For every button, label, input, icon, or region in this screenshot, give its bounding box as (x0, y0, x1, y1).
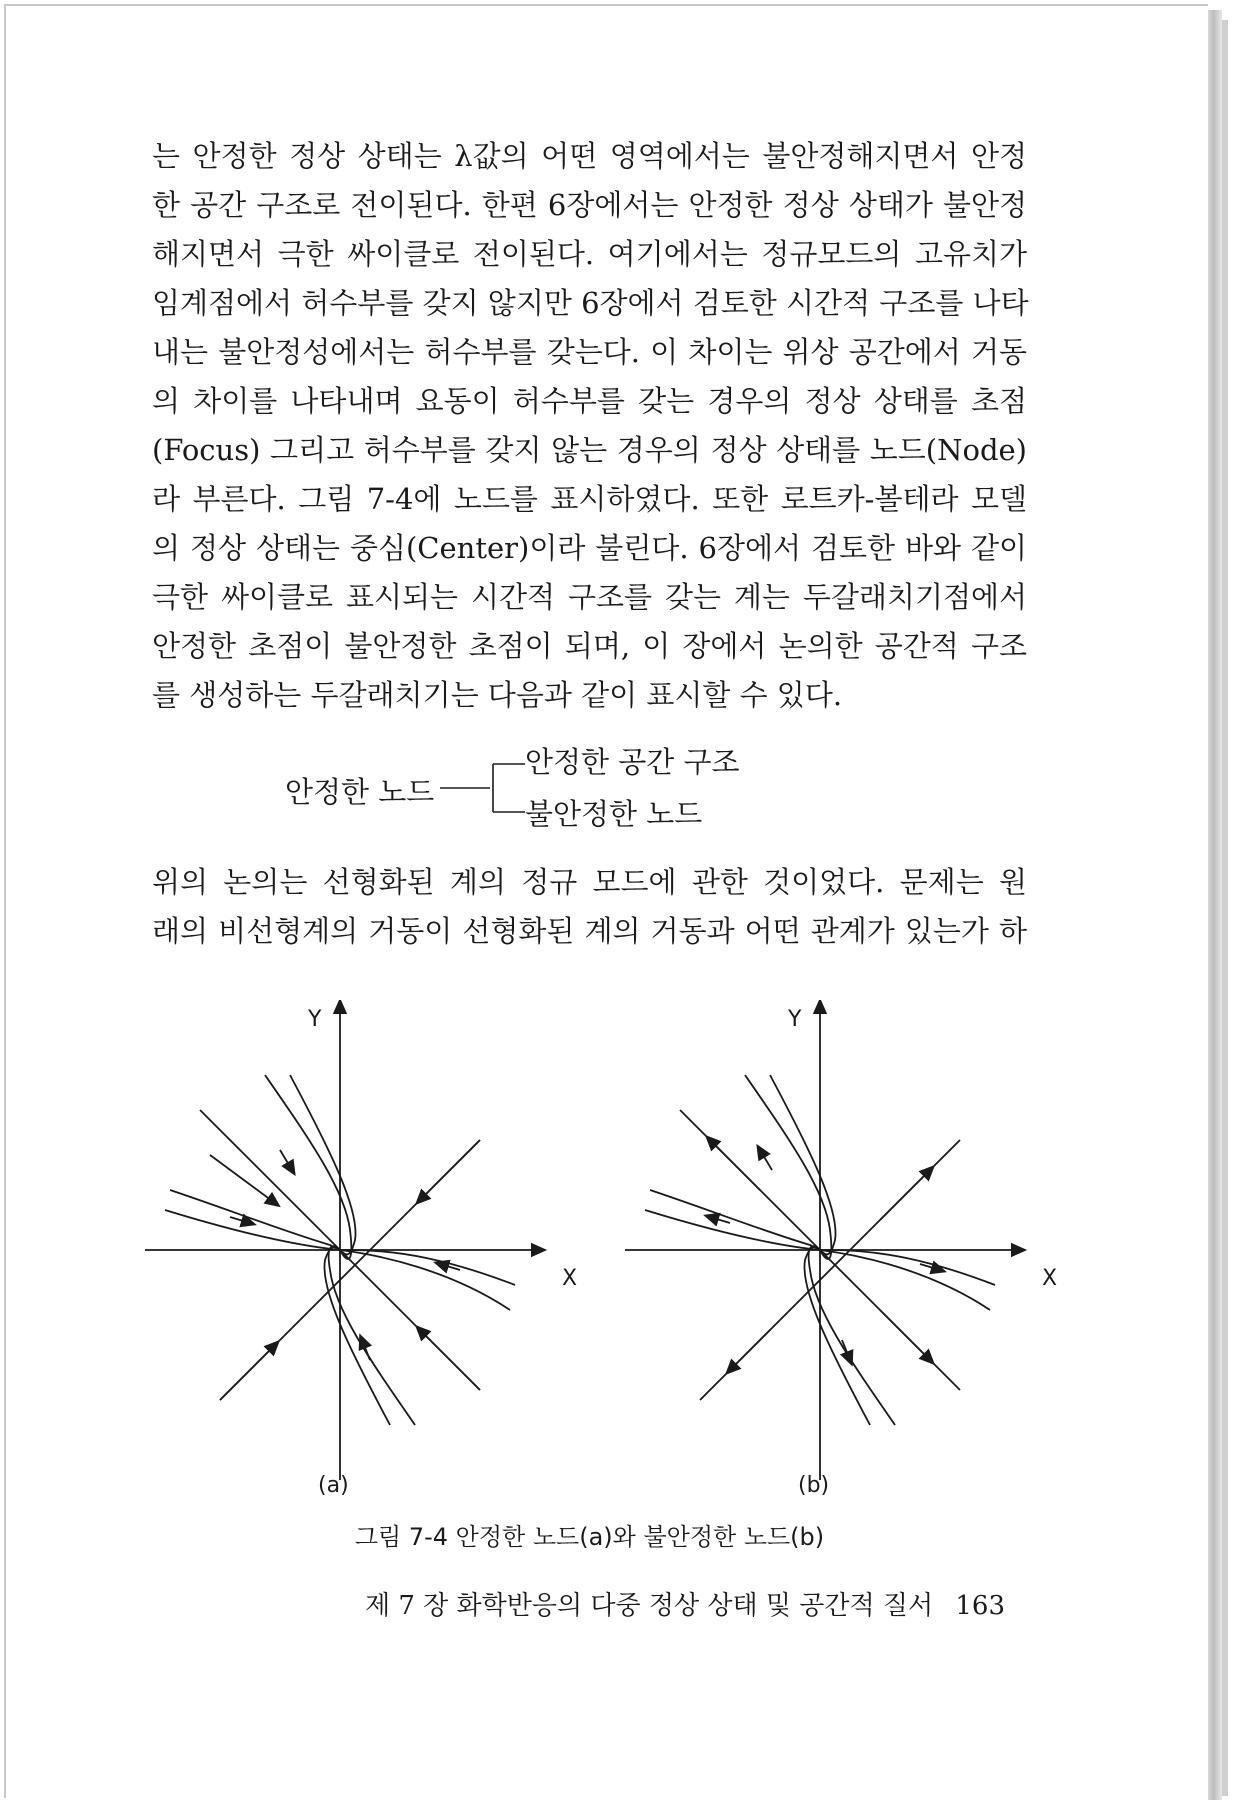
trajectory (820, 1250, 995, 1285)
bracket-branch-bottom: 불안정한 노드 (525, 797, 703, 831)
arrow (710, 1140, 760, 1190)
bifurcation-diagram (285, 740, 845, 840)
arrow (880, 1310, 930, 1360)
text-line: 를 생성하는 두갈래치기는 다음과 같이 표시할 수 있다. (152, 678, 843, 712)
trajectory (340, 1250, 515, 1285)
arrow (280, 1150, 292, 1170)
text-line: 안정한 초점이 불안정한 초점이 되며, 이 장에서 논의한 공간적 구조 (152, 629, 1027, 663)
x-axis-label-b: X (1042, 1266, 1058, 1291)
page-edge-shadow (1208, 10, 1222, 1800)
panel-b-unstable-node (625, 1005, 1020, 1480)
figure-7-4 (130, 1000, 1070, 1500)
text-line: 내는 불안정성에서는 허수부를 갖는다. 이 차이는 위상 공간에서 거동 (152, 335, 1027, 369)
trajectory (165, 1210, 340, 1250)
panel-label-b: (b) (798, 1473, 830, 1498)
text-line: (Focus) 그리고 허수부를 갖지 않는 경우의 정상 상태를 노드(Node) (152, 433, 1027, 467)
arrow (362, 1340, 370, 1360)
phase-portraits (130, 1000, 1070, 1500)
arrow (730, 1330, 770, 1370)
trajectory (265, 1075, 351, 1259)
arrow (420, 1330, 480, 1390)
text-line: 극한 싸이클로 표시되는 시간적 구조를 갖는 계는 두갈래치기점에서 (152, 580, 1027, 614)
text-line: 한 공간 구조로 전이된다. 한편 6장에서는 안정한 정상 상태가 불안정 (152, 188, 1027, 222)
text-line: 해지면서 극한 싸이클로 전이된다. 여기에서는 정규모드의 고유치가 (152, 237, 1027, 271)
page-number: 163 (955, 1591, 1005, 1621)
arrow (220, 1345, 275, 1400)
bracket-branch-top: 안정한 공간 구조 (525, 745, 740, 779)
trajectory (745, 1075, 831, 1259)
text-line: 의 차이를 나타내며 요동이 허수부를 갖는 경우의 정상 상태를 초점 (152, 384, 1027, 418)
arrow (210, 1155, 275, 1203)
text-line: 래의 비선형계의 거동이 선형화된 계의 거동과 어떤 관계가 있는가 하 (152, 914, 1027, 948)
y-axis-label-b: Y (788, 1007, 802, 1032)
arrow (842, 1340, 850, 1360)
text-line: 임계점에서 허수부를 갖지 않지만 6장에서 검토한 시간적 구조를 나타 (152, 286, 1029, 320)
bracket-source: 안정한 노드 (285, 775, 435, 809)
text-line: 라 부른다. 그림 7-4에 노드를 표시하였다. 또한 로트카-볼테라 모델 (152, 482, 1027, 516)
arrow (420, 1140, 480, 1200)
y-axis-label-a: Y (308, 1007, 322, 1032)
body-paragraph (152, 132, 1027, 720)
text-line: 위의 논의는 선형화된 계의 정규 모드에 관한 것이었다. 문제는 원 (152, 865, 1027, 899)
trajectory (809, 1246, 895, 1425)
trajectory (645, 1210, 820, 1250)
trajectory (770, 1075, 836, 1254)
running-footer-chapter: 제 7 장 화학반응의 다중 정상 상태 및 공간적 질서 (364, 1591, 934, 1621)
panel-label-a: (a) (318, 1473, 349, 1498)
trajectory (820, 1250, 990, 1310)
trajectory (290, 1075, 356, 1254)
arrow (760, 1150, 772, 1170)
arrow (880, 1170, 930, 1220)
trajectory (340, 1250, 510, 1310)
text-line: 는 안정한 정상 상태는 λ값의 어떤 영역에서는 불안정해지면서 안정 (152, 139, 1027, 173)
trajectory (329, 1246, 415, 1425)
body-paragraph-2 (152, 858, 1027, 956)
page-edge-shadow-back (1222, 20, 1228, 1796)
figure-caption: 그림 7-4 안정한 노드(a)와 불안정한 노드(b) (354, 1523, 825, 1551)
page-footer (335, 1585, 1005, 1622)
panel-a-stable-node (145, 1005, 540, 1480)
x-axis-label-a: X (562, 1266, 578, 1291)
text-line: 의 정상 상태는 중심(Center)이라 불린다. 6장에서 검토한 바와 같이 (152, 531, 1027, 565)
